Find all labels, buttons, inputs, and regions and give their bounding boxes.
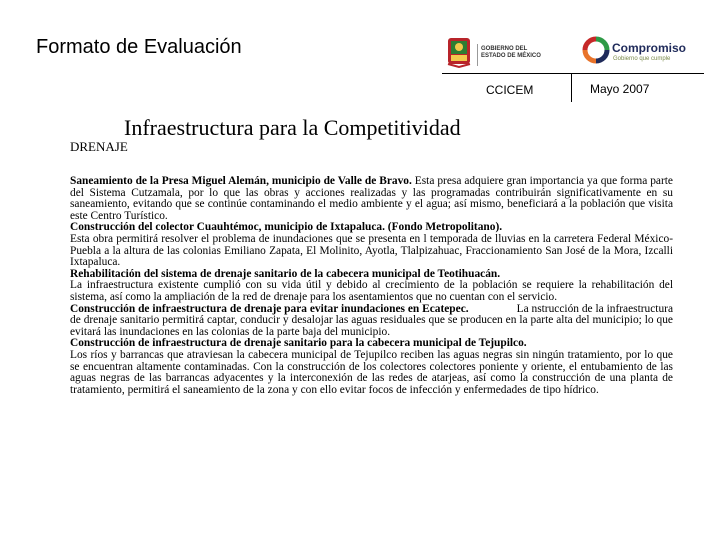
project-heading: Rehabilitación del sistema de drenaje sanitario de la cabecera municipal de Teotihuacán. — [70, 267, 501, 280]
logo-divider — [477, 44, 478, 66]
project-paragraph — [70, 350, 673, 396]
project-paragraph — [70, 280, 673, 303]
project-heading: Construcción del colector Cuauhtémoc, municipio de Ixtapaluca. (Fondo Metropolitano). — [70, 221, 503, 234]
state-seal-icon — [445, 36, 473, 68]
compromiso-logo — [582, 36, 692, 72]
gov-logo-line2: ESTADO DE MÉXICO — [481, 53, 541, 59]
compromiso-wordmark: Compromiso — [612, 41, 687, 55]
project-heading: Construcción de infraestructura de drenaje sanitario para la cabecera municipal de Tejupilco. — [70, 337, 527, 350]
project-heading: Saneamiento de la Presa Miguel Alemán, municipio de Valle de Bravo. — [70, 175, 412, 187]
page-header-title: Formato de Evaluación — [36, 36, 242, 58]
project-heading: Construcción de infraestructura de drenaje para evitar inundaciones en Ecatepec. — [70, 302, 469, 315]
gov-logo-line1: GOBIERNO DEL — [481, 46, 528, 52]
organization-label: CCICEM — [486, 83, 534, 97]
project-paragraph — [70, 304, 673, 339]
document-title: Infraestructura para la Competitividad — [124, 115, 461, 140]
date-label: Mayo 2007 — [590, 82, 650, 96]
project-paragraph — [70, 234, 673, 269]
project-text: La nstrucción de la infraestructura de drenaje sanitario permitirá captar, conducir y desalojar las aguas residuales que se producen en la parte alta del municipio; lo que evitará las inundaciones en las colonias de la parte baja del municipio. — [70, 302, 674, 338]
section-heading: DRENAJE — [70, 139, 128, 154]
compromiso-ring-icon — [582, 36, 610, 64]
gov-logo-text — [481, 46, 541, 60]
header-rule-vertical — [571, 73, 572, 102]
gobierno-estado-mexico-logo — [445, 34, 575, 74]
compromiso-tagline: Gobierno que cumple — [613, 56, 671, 62]
document-body — [70, 176, 673, 396]
project-text: Esta presa adquiere gran importancia ya que forma parte del Sistema Cutzamala, por lo que las obras y acciones realizadas y las programadas contribuirán significativamente en su saneamiento, evitando que se continúe contaminando el medio ambiente y el agua; así mismo, beneficiará a la población que visita este Centro Turístico. — [70, 175, 673, 222]
project-text: La infraestructura existente cumplió con su vida útil y debido al crecimiento de la población se requiere la rehabilitación del sistema, así como la ampliación de la red de drenaje para los asentamientos que no cuentan con el servicio. — [70, 279, 673, 303]
project-text: Los ríos y barrancas que atraviesan la cabecera municipal de Tejupilco reciben las aguas negras sin ningún tratamiento, por lo que se encuentran altamente contaminadas. Con la construcción de los colectores colectores poniente y oriente, el entubamiento de las aguas negras de las barrancas adyacentes y la interconexión de las redes de atarjeas, así como la construcción de una planta de tratamiento, permitirá el saneamiento de la zona y con ello evitar focos de infección y enfermedades de tipo hídrico. — [70, 348, 673, 396]
header-rule-horizontal — [442, 73, 704, 74]
project-paragraph — [70, 176, 673, 222]
project-text: Esta obra permitirá resolver el problema de inundaciones que se presenta en l temporada de lluvias en la carretera Federal México-Puebla a la altura de las colonias Emiliano Zapata, El Molinito, Ayotla, Tlalpizahuac, Fraccionamiento San José de la Mora, Izcalli Ixtapaluca. — [70, 232, 673, 269]
